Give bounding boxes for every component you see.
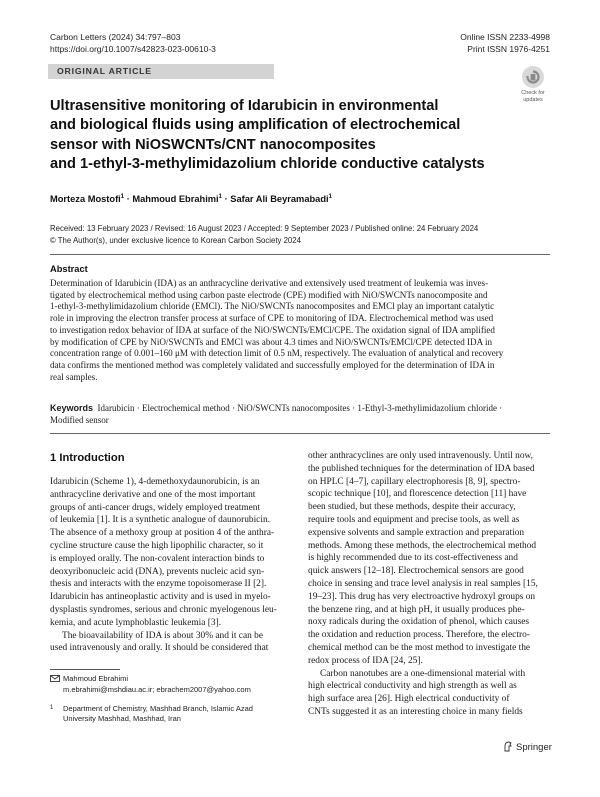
keywords-label: Keywords [50, 403, 94, 413]
check-updates-icon [522, 66, 544, 88]
right-column [308, 450, 550, 719]
body-line: other anthracyclines are only used intravenously. Until now, [308, 451, 534, 461]
issn-online: Online ISSN 2233-4998 [460, 32, 550, 42]
body-line: anthracycline derivative and one of the most important [50, 489, 256, 500]
body-line: The bioavailability of IDA is about 30% and it can be [62, 630, 263, 641]
body-line: Carbon nanotubes are a one-dimensional material with [320, 668, 526, 679]
abstract-heading: Abstract [50, 264, 88, 274]
affiliation-line: University Mashhad, Mashhad, Iran [63, 714, 181, 724]
keywords-line: Modified sensor [50, 415, 109, 425]
journal-citation: Carbon Letters (2024) 34:797–803 [50, 32, 181, 42]
title-line: Ultrasensitive monitoring of Idarubicin in environmental [50, 98, 439, 114]
author-separator: · [221, 194, 231, 205]
title-line: and biological fluids using amplification of electrochemical [50, 117, 461, 134]
title-line: sensor with NiOSWCNTs/CNT nanocomposites [50, 136, 376, 153]
body-line: The absence of a methoxy group at position 4 of the anthra- [50, 528, 275, 539]
body-line: Idarubicin has antineoplastic activity and is used in myelo- [50, 592, 271, 603]
body-line: high surface area [26]. High electrical conductivity of [308, 694, 510, 705]
body-line: Idarubicin (Scheme 1), 4-demethoxydaunorubicin, is an [50, 477, 260, 487]
doi-link[interactable]: https://doi.org/10.1007/s42823-023-00610-3 [50, 44, 216, 54]
author-affiliation-mark: 1 [328, 194, 332, 200]
body-line: is employed orally. The non-covalent interaction binds to [50, 553, 265, 564]
author-affiliation-mark: 1 [218, 194, 222, 200]
abstract-line: by modification of CPE by NiO/SWCNTs and EMCl was about 4.3 times and NiO/SWCNTs/EMCl/CPE detected IDA in [50, 336, 493, 347]
section-heading: 1 Introduction [50, 452, 125, 464]
divider [50, 433, 550, 434]
body-line: the oxidation and reduction process. Therefore, the electro- [308, 630, 530, 641]
springer-horse-icon [503, 741, 513, 755]
affiliation-number: 1 [50, 705, 54, 711]
body-line: thesis and interacts with the enzyme topoisomerase II [2]. [50, 579, 267, 590]
abstract-line: to investigation redox behavior of IDA at surface of the NiO/SWCNTs/EMCl/CPE. The oxidation signal of IDA amplified [50, 324, 495, 335]
body-line: scopic technique [10], and florescence detection [11] have [308, 489, 527, 500]
history-dates: Received: 13 February 2023 / Revised: 16 August 2023 / Accepted: 9 September 2023 / Published online: 24 February 2024 [50, 224, 479, 233]
author-affiliation-mark: 1 [120, 194, 125, 200]
footnote-rule [50, 669, 120, 670]
article-title [50, 97, 530, 175]
body-line: CNTs suggested it as an interesting choice in many fields [308, 706, 523, 717]
abstract-line: real samples. [50, 371, 98, 382]
divider [50, 254, 550, 255]
abstract-line: Determination of Idarubicin (IDA) as an anthracycline derivative and extensively used treatment of leukemia was inves- [50, 278, 489, 288]
title-line: and 1-ethyl-3-methylimidazolium chloride conductive catalysts [50, 156, 485, 173]
keywords [50, 402, 550, 426]
check-updates-label-2: updates [523, 96, 543, 103]
body-line: is highly recommended due to its cost-effectiveness and [308, 553, 518, 564]
publisher-logo [503, 741, 552, 755]
body-line: expensive solvents and sample extraction and preparation [308, 527, 525, 538]
issn-print: Print ISSN 1976-4251 [467, 44, 550, 54]
body-line: quick answers [12–18]. Electrochemical sensors are good [308, 566, 524, 577]
body-line: of leukemia [1]. It is a synthetic analogue of daunorubicin. [50, 515, 270, 526]
article-type-banner: ORIGINAL ARTICLE [48, 64, 274, 79]
body-line: high electrical conductivity and high strength as well as [308, 681, 517, 692]
abstract-line: tigated by electrochemical method using carbon paste electrode (CPE) modified with NiO/SWCNTs nanocomposite and [50, 289, 488, 300]
author-name[interactable]: Mahmoud Ebrahimi [132, 194, 219, 205]
body-line: groups of anti-cancer drugs, widely employed treatment [50, 502, 261, 513]
body-line: cycline structure cause the high lipophilic character, so it [50, 540, 264, 551]
body-line: been studied, but these methods, despite their accuracy, [308, 502, 516, 513]
affiliation-line: Department of Chemistry, Mashhad Branch, Islamic Azad [63, 704, 253, 713]
author-separator: · [124, 194, 133, 205]
check-updates-label-1: Check for [521, 90, 545, 96]
abstract-line: role in improving the electron transfer process at surface of CPE to monitoring of IDA. Electrochemical method was used [50, 313, 494, 324]
author-name[interactable]: Morteza Mostofi [50, 194, 121, 205]
body-line: chemical method can be the most method to investigate the [308, 642, 531, 653]
body-line: deoxyribonucleic acid (DNA), prevents nucleic acid syn- [50, 566, 265, 577]
correspondence-note [50, 674, 292, 696]
body-line: choice in sensing and trace level analysis in real samples [15, [308, 578, 538, 589]
body-line: methods. Among these methods, the electrochemical method [308, 540, 537, 551]
body-line: require tools and equipment and precise tools, as well as [308, 514, 520, 525]
left-column [50, 476, 292, 655]
body-line: 19–23]. This drug has very electroactive hydroxyl groups on [308, 591, 536, 602]
article-dates [50, 223, 478, 246]
body-line: noxy radicals during the oxidation of phenol, which causes [308, 617, 530, 628]
body-line: redox process of IDA [24, 25]. [308, 655, 423, 666]
abstract-line: data confirms the mentioned method was completely validated and successfully employed for the determination of IDA in [50, 359, 495, 370]
body-line: kemia, and acute lymphoblastic leukemia [3]. [50, 617, 222, 628]
corresponding-email[interactable]: m.ebrahimi@mshdiau.ac.ir; ebrachem2007@yahoo.com [63, 685, 251, 695]
email-icon [50, 675, 63, 685]
author-list [50, 194, 332, 204]
body-line: used intravenously and orally. It should be considered that [50, 643, 269, 654]
abstract-body [50, 278, 550, 383]
body-line: the published techniques for the determination of IDA based [308, 463, 535, 474]
copyright-notice: © The Author(s), under exclusive licence to Korean Carbon Society 2024 [50, 235, 301, 245]
author-name[interactable]: Safar Ali Beyramabadi [230, 194, 329, 205]
corresponding-author-name: Mahmoud Ebrahimi [63, 674, 129, 683]
affiliation-note [50, 703, 292, 725]
publisher-name: Springer [516, 742, 552, 753]
abstract-line: 1-ethyl-3-methylimidazolium chloride (EMCl). The NiO/SWCNTs nanocomposites and EMCl play an important catalytic [50, 301, 495, 312]
body-line: on HPLC [4–7], capillary electrophoresis [8, 9], spectro- [308, 476, 521, 487]
keywords-line: Idarubicin · Electrochemical method · NiO/SWCNTs nanocomposites · 1-Ethyl-3-methylimidazolium chloride · [97, 403, 503, 413]
body-line: dysplastis syndromes, serious and chronic myelogenous leu- [50, 604, 277, 615]
abstract-line: concentration range of 0.001–160 μM with detection limit of 0.5 nM, respectively. The evaluation of analytical and recovery [50, 348, 504, 359]
body-line: the benzene ring, and at high pH, it usually produces phe- [308, 604, 525, 615]
